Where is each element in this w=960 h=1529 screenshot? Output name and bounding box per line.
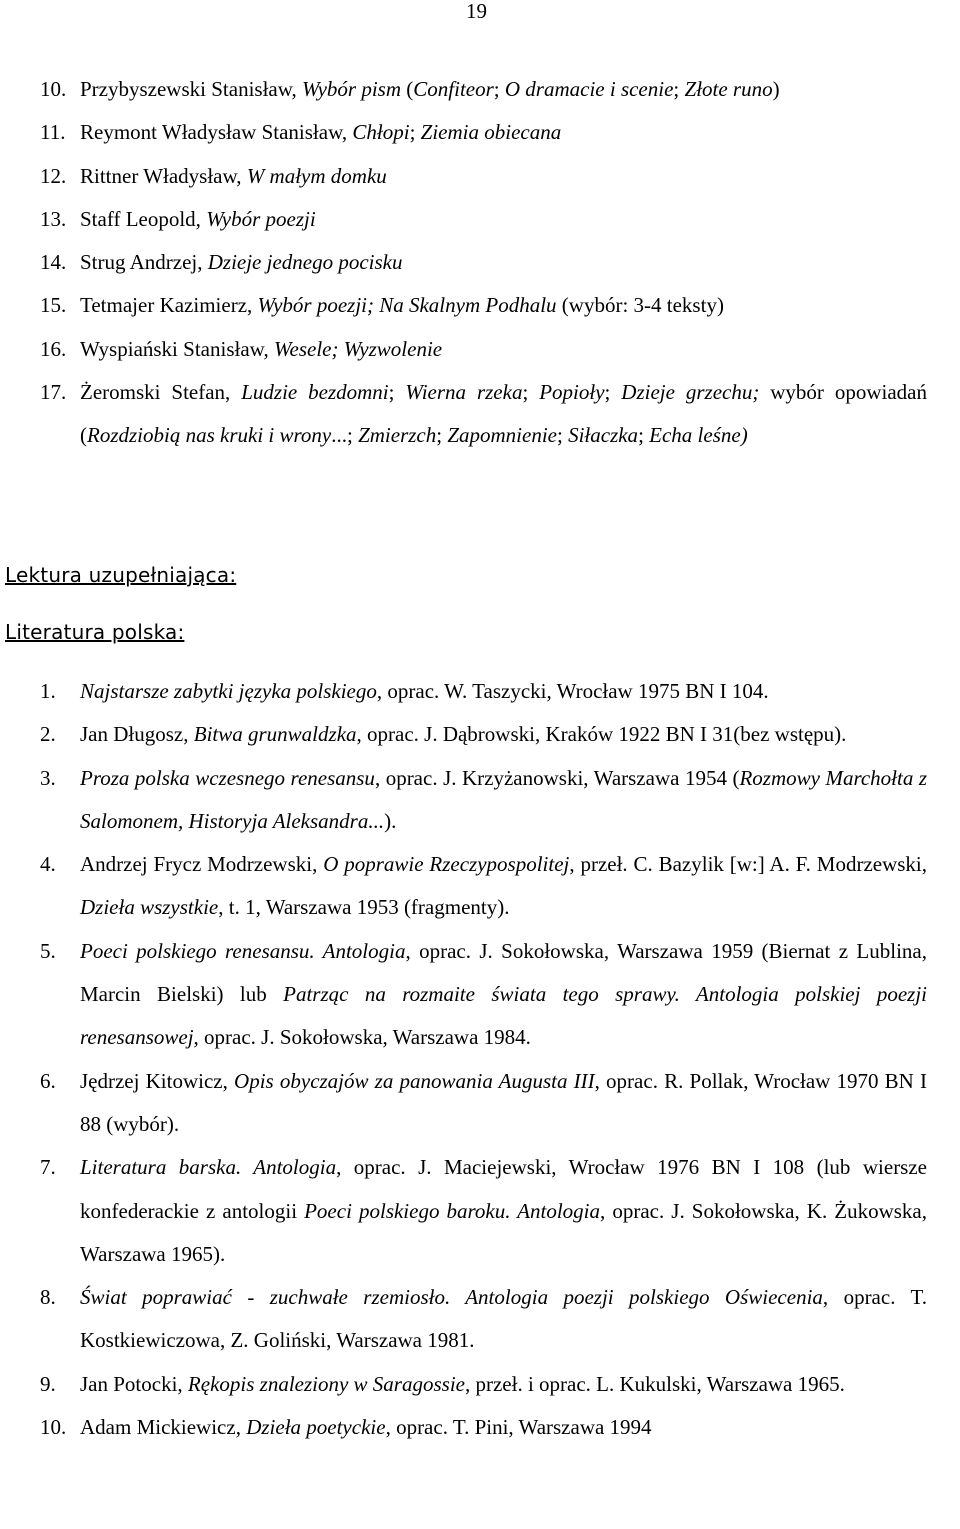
list-item-text	[80, 68, 927, 111]
list-item-number: 6.	[40, 1068, 56, 1093]
text-run: Wyspiański Stanisław,	[80, 336, 274, 361]
title-italic: Siłaczka	[568, 423, 639, 448]
list-item-text	[80, 713, 927, 756]
title-italic: Dzieje grzechu;	[621, 380, 760, 405]
list-item	[40, 1406, 927, 1449]
text-run: , oprac. T. Pini, Warszawa 1994	[385, 1415, 652, 1440]
list-item	[40, 284, 927, 327]
list-item-number: 12.	[40, 163, 67, 188]
text-run: ;	[604, 380, 622, 405]
list-item	[40, 328, 927, 371]
list-item-text	[80, 670, 927, 713]
title-italic: Rękopis znaleziony w Saragossie	[187, 1371, 465, 1396]
title-italic: O dramacie i scenie	[504, 77, 674, 101]
text-run: Żeromski Stefan,	[80, 380, 242, 405]
title-italic: Echa leśne)	[649, 423, 748, 448]
title-italic: Popioły	[539, 380, 605, 405]
text-run: Strug Andrzej,	[80, 250, 208, 275]
heading-polish-literature: Literatura polska:	[5, 620, 185, 644]
title-italic: Wierna rzeka	[405, 380, 523, 405]
text-run: ;	[493, 77, 505, 101]
text-run: , oprac. J. Sokołowska, Warszawa 1959 (Biernat z Lublina, Marcin Bielski) lub	[80, 938, 927, 1007]
title-italic: Poeci polskiego baroku. Antologia	[304, 1198, 601, 1223]
list-item-text	[80, 198, 927, 241]
text-run: ;	[638, 423, 650, 448]
title-italic: Zmierzch	[358, 423, 437, 448]
list-item-text	[80, 241, 927, 284]
text-run: , oprac. J. Krzyżanowski, Warszawa 1954 (	[374, 765, 740, 790]
list-item-number: 15.	[40, 293, 67, 318]
text-run: , oprac. W. Taszycki, Wrocław 1975 BN I 104.	[376, 679, 769, 703]
title-italic: Rozmowy Marchołta z Salomonem, Historyja Aleksandra...	[80, 765, 928, 833]
text-run: , oprac. J. Sokołowska, Warszawa 1984.	[193, 1025, 531, 1050]
text-run: Andrzej Frycz Modrzewski,	[80, 852, 324, 877]
title-italic: Dzieła wszystkie	[80, 895, 219, 920]
title-italic: Patrząc na rozmaite świata tego sprawy. Antologia polskiej poezji renesansowej	[80, 982, 927, 1050]
list-item-text	[80, 930, 927, 1060]
list-item	[40, 1276, 927, 1363]
list-item	[40, 757, 927, 844]
list-item-text	[80, 1146, 927, 1276]
list-item-text	[80, 328, 927, 371]
text-run: ).	[384, 808, 397, 833]
list-item-number: 1.	[40, 679, 56, 703]
list-item	[40, 1146, 927, 1276]
list-item-text	[80, 843, 927, 930]
text-run: , oprac. R. Pollak, Wrocław 1970 BN I 88 (wybór).	[80, 1068, 928, 1136]
text-run: , t. 1, Warszawa 1953 (fragmenty).	[218, 895, 510, 920]
list-item	[40, 155, 927, 198]
title-italic: Ziemia obiecana	[420, 120, 562, 145]
list-item-number: 10.	[40, 77, 67, 101]
list-item	[40, 198, 927, 241]
list-item-text	[80, 1276, 927, 1363]
list-item	[40, 1363, 927, 1406]
list-item	[40, 713, 927, 756]
title-italic: W małym domku	[246, 163, 387, 188]
text-run: ...;	[331, 423, 359, 448]
title-italic: Złote runo	[684, 77, 773, 101]
title-italic: Dzieje jednego pocisku	[207, 250, 403, 275]
text-run: wybór opowiadań (	[80, 380, 927, 448]
heading-supplementary-reading: Lektura uzupełniająca:	[5, 563, 237, 587]
list-item-number: 3.	[40, 765, 56, 790]
list-item-text	[80, 1406, 927, 1449]
list-item-number: 4.	[40, 852, 56, 877]
list-item-text	[80, 1363, 927, 1406]
title-italic: Bitwa grunwaldzka	[193, 722, 357, 747]
page-number: 19	[466, 0, 487, 23]
text-run: ;	[388, 380, 406, 405]
list-item	[40, 670, 927, 713]
list-item	[40, 1060, 927, 1147]
list-item	[40, 68, 927, 111]
list-item-number: 8.	[40, 1285, 56, 1310]
text-run: ;	[409, 120, 421, 145]
list-item	[40, 843, 927, 930]
list-item	[40, 371, 927, 458]
list-item-text	[80, 111, 927, 154]
title-italic: Rozdziobią nas kruki i wrony	[87, 423, 332, 448]
text-run: (	[401, 77, 414, 101]
text-run: , przeł. i oprac. L. Kukulski, Warszawa 1965.	[464, 1371, 845, 1396]
title-italic: Wybór poezji; Na Skalnym Podhalu	[257, 293, 557, 318]
list-item-number: 10.	[40, 1415, 67, 1440]
title-italic: Chłopi	[352, 120, 410, 145]
text-run: , oprac. T. Kostkiewiczowa, Z. Goliński, Warszawa 1981.	[80, 1285, 927, 1353]
list-item-number: 2.	[40, 722, 56, 747]
title-italic: Opis obyczajów za panowania Augusta III	[234, 1068, 595, 1093]
list-item-number: 5.	[40, 938, 56, 963]
list-item-number: 16.	[40, 336, 67, 361]
text-run: Jędrzej Kitowicz,	[80, 1068, 235, 1093]
text-run: ;	[436, 423, 448, 448]
title-italic: Wesele; Wyzwolenie	[273, 336, 443, 361]
text-run: Jan Potocki,	[80, 1371, 188, 1396]
list-item	[40, 241, 927, 284]
list-item-text	[80, 371, 927, 458]
title-italic: Najstarsze zabytki języka polskiego	[80, 679, 377, 703]
text-run: (wybór: 3-4 teksty)	[556, 293, 724, 318]
title-italic: Wybór pism	[302, 77, 402, 101]
list-item	[40, 111, 927, 154]
title-italic: Dzieła poetyckie	[246, 1415, 386, 1440]
text-run: , oprac. J. Sokołowska, K. Żukowska, Warszawa 1965).	[80, 1198, 928, 1266]
text-run: Tetmajer Kazimierz,	[80, 293, 258, 318]
title-italic: Ludzie bezdomni	[241, 380, 389, 405]
list-item-number: 17.	[40, 380, 67, 405]
title-italic: Wybór poezji	[206, 206, 316, 231]
list-item-text	[80, 155, 927, 198]
title-italic: O poprawie Rzeczypospolitej	[323, 852, 570, 877]
text-run: Jan Długosz,	[80, 722, 194, 747]
text-run: Adam Mickiewicz,	[80, 1415, 247, 1440]
list-item-number: 7.	[40, 1155, 56, 1180]
title-italic: Zapomnienie	[447, 423, 557, 448]
list-item-number: 13.	[40, 206, 67, 231]
list-item-text	[80, 284, 927, 327]
text-run: ;	[673, 77, 685, 101]
list-item-number: 11.	[40, 120, 66, 145]
title-italic: Świat poprawiać - zuchwałe rzemiosło. Antologia poezji polskiego Oświecenia	[80, 1285, 823, 1310]
text-run: Rittner Władysław,	[80, 163, 247, 188]
list-item-number: 9.	[40, 1371, 56, 1396]
text-run: Przybyszewski Stanisław,	[80, 77, 303, 101]
text-run: , przeł. C. Bazylik [w:] A. F. Modrzewski,	[569, 852, 928, 877]
title-italic: Poeci polskiego renesansu. Antologia	[80, 938, 406, 963]
list-item-number: 14.	[40, 250, 67, 275]
title-italic: Literatura barska. Antologia	[80, 1155, 337, 1180]
text-run: ;	[556, 423, 569, 448]
required-reading-list	[40, 68, 927, 458]
list-item-text	[80, 757, 927, 844]
text-run: , oprac. J. Maciejewski, Wrocław 1976 BN I 108 (lub wiersze konfederackie z antologii	[80, 1155, 927, 1223]
title-italic: Proza polska wczesnego renesansu	[80, 765, 375, 790]
supplementary-reading-list	[40, 670, 927, 1449]
text-run: Staff Leopold,	[80, 206, 207, 231]
title-italic: Confiteor	[413, 77, 494, 101]
list-item	[40, 930, 927, 1060]
text-run: ;	[522, 380, 540, 405]
list-item-text	[80, 1060, 927, 1147]
text-run: Reymont Władysław Stanisław,	[80, 120, 353, 145]
text-run: , oprac. J. Dąbrowski, Kraków 1922 BN I 31(bez wstępu).	[356, 722, 847, 747]
text-run: )	[772, 77, 780, 101]
